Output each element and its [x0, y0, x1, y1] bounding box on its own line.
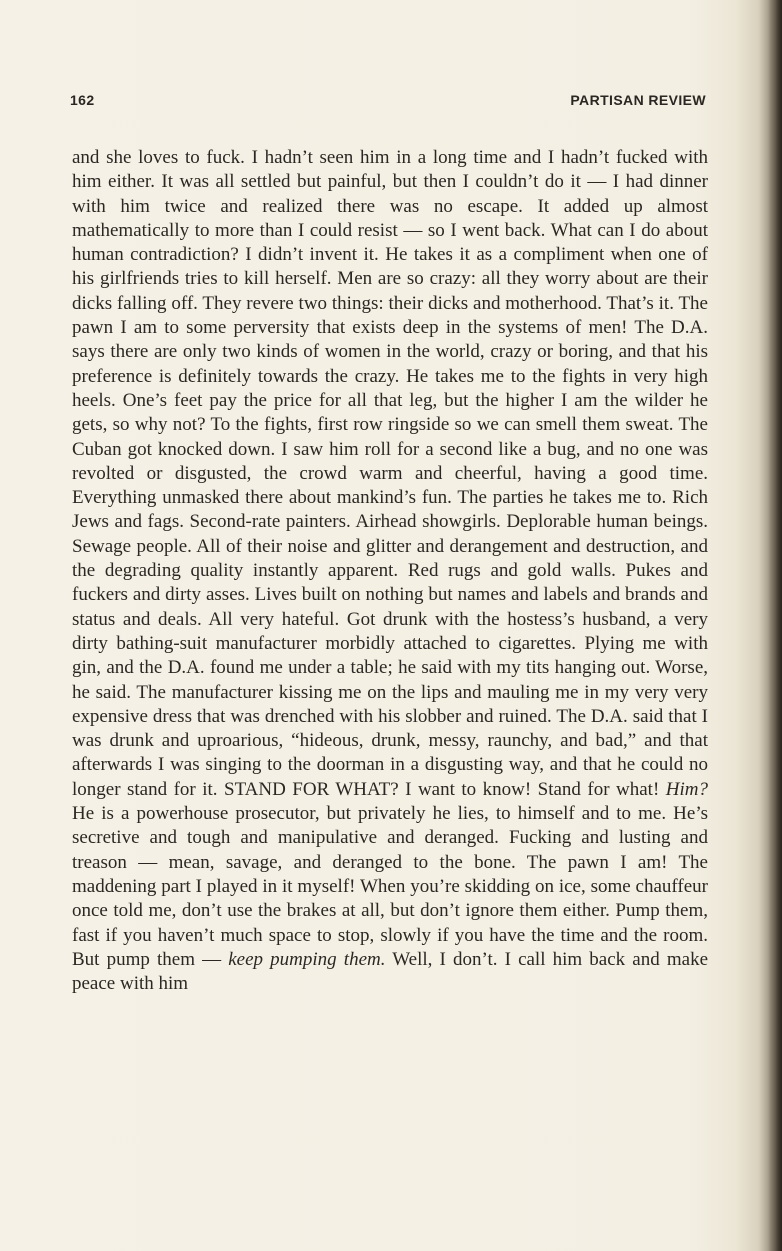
body-text-after-him: He is a powerhouse prosecutor, but privately he lies, to himself and to me. He’s secretive and tough and manipulative and deranged. Fucking and lusting and treason — mean, savage, and deranged to the bone. The pawn I am! The maddening part I played in it myself! When you’re skidding on ice, some chauffeur once told me, don’t use the brakes at all, but don’t ignore them either. Pump them, fast if you haven’t much space to stop, slowly if you have the time and the room. But pump them — — [72, 803, 708, 970]
book-spine-shadow — [768, 0, 782, 1251]
page-number: 162 — [70, 92, 95, 108]
italic-keep-pumping: keep pumping them. — [228, 948, 386, 970]
running-head — [70, 92, 706, 112]
body-text-end: Well, I don’t. I call him back and make peace with him — [72, 948, 708, 995]
body-text-main: and she loves to fuck. I hadn’t seen him in a long time and I hadn’t fucked with him either. It was all settled but painful, but then I couldn’t do it — I had dinner with him twice and realized there was no escape. It added up almost mathematically to more than I could resist — so I went back. What can I do about human contradiction? I didn’t invent it. He takes it as a compliment when one of his girlfriends tries to kill herself. Men are so crazy: all they worry about are their dicks falling off. They revere two things: their dicks and motherhood. That’s it. The pawn I am to some perversity that exists deep in the systems of men! The D.A. says there are only two kinds of women in the world, crazy or boring, and that his preference is definitely towards the crazy. He takes me to the fights in very high heels. One’s feet pay the price for all that leg, but the higher I am the wilder he gets, so why not? To the fights, first row ringside so we can smell them sweat. The Cuban got knocked down. I saw him roll for a second like a bug, and no one was revolted or disgusted, the crowd warm and cheerful, having a good time. Everything unmasked there about mankind’s fun. The parties he takes me to. Rich Jews and fags. Second-rate painters. Airhead showgirls. Deplorable human beings. Sewage people. All of their noise and glitter and derangement and destruction, and the degrading quality instantly apparent. Red rugs and gold walls. Pukes and fuckers and dirty asses. Lives built on nothing but names and labels and brands and status and deals. All very hateful. Got drunk with the hostess’s husband, a very dirty bathing-suit manufacturer morbidly attached to cigarettes. Plying me with gin, and the D.A. found me under a table; he said with my tits hanging out. Worse, he said. The manufacturer kissing me on the lips and mauling me in my very very expensive dress that was drenched with his slobber and ruined. The D.A. said that I was drunk and uproarious, “hideous, drunk, messy, raunchy, and bad,” and that afterwards I was singing to the doorman in a disgusting way, and that he could no longer stand for it. STAND FOR WHAT? I want to know! Stand for what! — [72, 147, 708, 800]
body-paragraph — [72, 146, 708, 996]
italic-him: Him? — [665, 778, 708, 800]
journal-title: PARTISAN REVIEW — [570, 92, 706, 108]
